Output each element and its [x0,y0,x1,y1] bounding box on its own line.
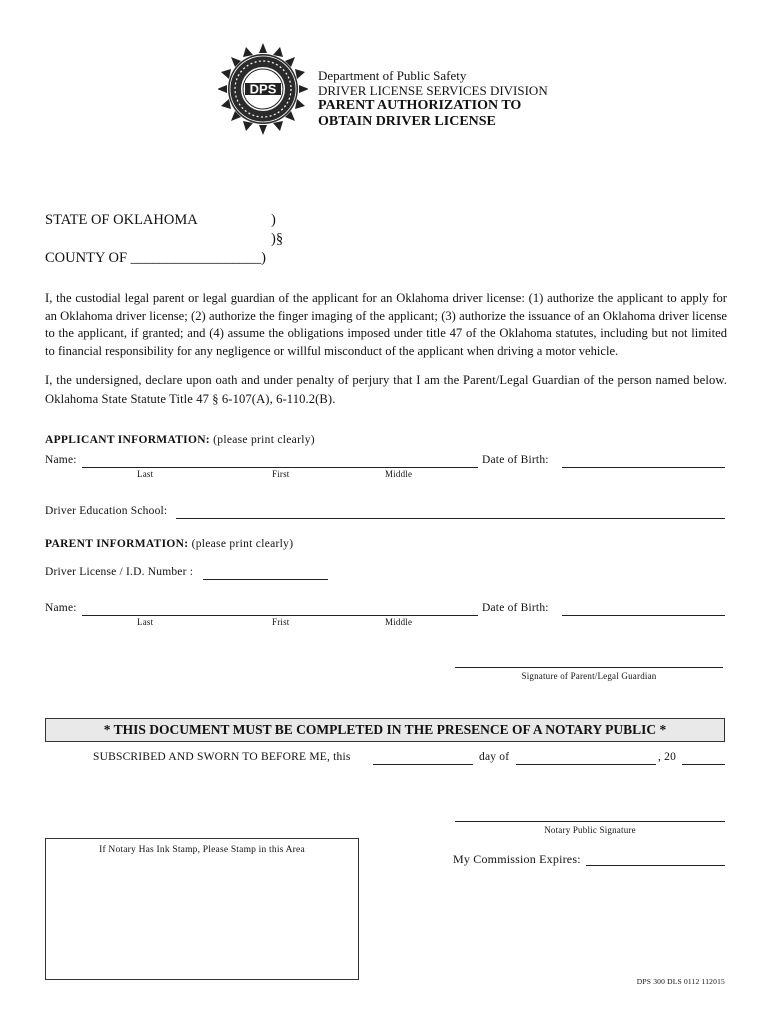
venue-paren-1: ) [271,212,276,228]
parent-signature-label: Signature of Parent/Legal Guardian [521,671,657,681]
division-name: DRIVER LICENSE SERVICES DIVISION [318,83,548,98]
venue-state: STATE OF OKLAHOMA [45,212,198,228]
commission-expires-field[interactable] [586,865,725,866]
applicant-heading: APPLICANT INFORMATION: [45,434,210,446]
notary-stamp-label: If Notary Has Ink Stamp, Please Stamp in this Area [99,845,305,855]
sworn-prefix: SUBSCRIBED AND SWORN TO BEFORE ME, this [93,751,351,763]
applicant-dob-field[interactable] [562,467,725,468]
notary-signature-label: Notary Public Signature [544,825,636,835]
parent-dob-label: Date of Birth: [482,602,549,614]
parent-heading: PARENT INFORMATION: [45,538,189,550]
parent-name-field[interactable] [82,615,478,616]
declaration-paragraph: I, the undersigned, declare upon oath and under penalty of perjury that I am the Parent/Legal Guardian of the person named below. Oklahoma State Statute Title 47 § 6-107(A), 6-110.2(B). [45,373,727,406]
commission-expires-label: My Commission Expires: [453,852,581,866]
sworn-day-field[interactable] [373,764,473,765]
driver-ed-school-field[interactable] [176,518,725,519]
parent-note: (please print clearly) [191,538,294,550]
form-title-line2: OBTAIN DRIVER LICENSE [318,114,496,129]
parent-name-label: Name: [45,602,77,614]
notary-banner: * THIS DOCUMENT MUST BE COMPLETED IN THE PRESENCE OF A NOTARY PUBLIC * [45,718,725,742]
seal-text: DPS [249,81,277,97]
parent-section-heading [45,538,293,550]
department-name: Department of Public Safety [318,68,467,83]
applicant-sub-first: First [272,469,290,479]
applicant-name-field[interactable] [82,467,478,468]
parent-sub-last: Last [137,617,154,627]
parent-license-label: Driver License / I.D. Number : [45,566,194,578]
applicant-dob-label: Date of Birth: [482,454,549,466]
form-number: DPS 300 DLS 0112 112015 [636,977,725,986]
parent-sub-first: Frist [272,617,290,627]
parent-license-field[interactable] [203,579,328,580]
notary-stamp-area[interactable] [45,838,359,980]
sworn-year-prefix: , 20 [658,751,677,763]
applicant-name-label: Name: [45,454,77,466]
authorization-paragraph: I, the custodial legal parent or legal guardian of the applicant for an Oklahoma driver license: (1) authorize the applicant to apply for an Oklahoma driver license; (2) authorize the finger imaging of the applicant; (3) authorize the issuance of an Oklahoma driver license to the applicant, if granted; and (4) assume the obligations imposed under title 47 of the Oklahoma statutes, including but not limited to financial responsibility for any negligence or willful misconduct of the applicant when driving a motor vehicle. [45,291,727,358]
applicant-sub-last: Last [137,469,154,479]
driver-ed-school-label: Driver Education School: [45,505,168,517]
notary-signature-line[interactable] [455,821,725,822]
sworn-year-field[interactable] [682,764,725,765]
parent-dob-field[interactable] [562,615,725,616]
applicant-section-heading [45,434,315,446]
form-title-line1: PARENT AUTHORIZATION TO [318,98,522,113]
venue-section-symbol: )§ [271,231,284,247]
applicant-note: (please print clearly) [213,434,315,446]
sworn-day-of: day of [479,751,510,763]
parent-sub-middle: Middle [385,617,413,627]
sworn-month-field[interactable] [516,764,656,765]
venue-county[interactable]: COUNTY OF __________________) [45,250,266,266]
applicant-sub-middle: Middle [385,469,413,479]
dps-seal-icon [218,42,308,136]
parent-signature-line[interactable] [455,667,723,668]
